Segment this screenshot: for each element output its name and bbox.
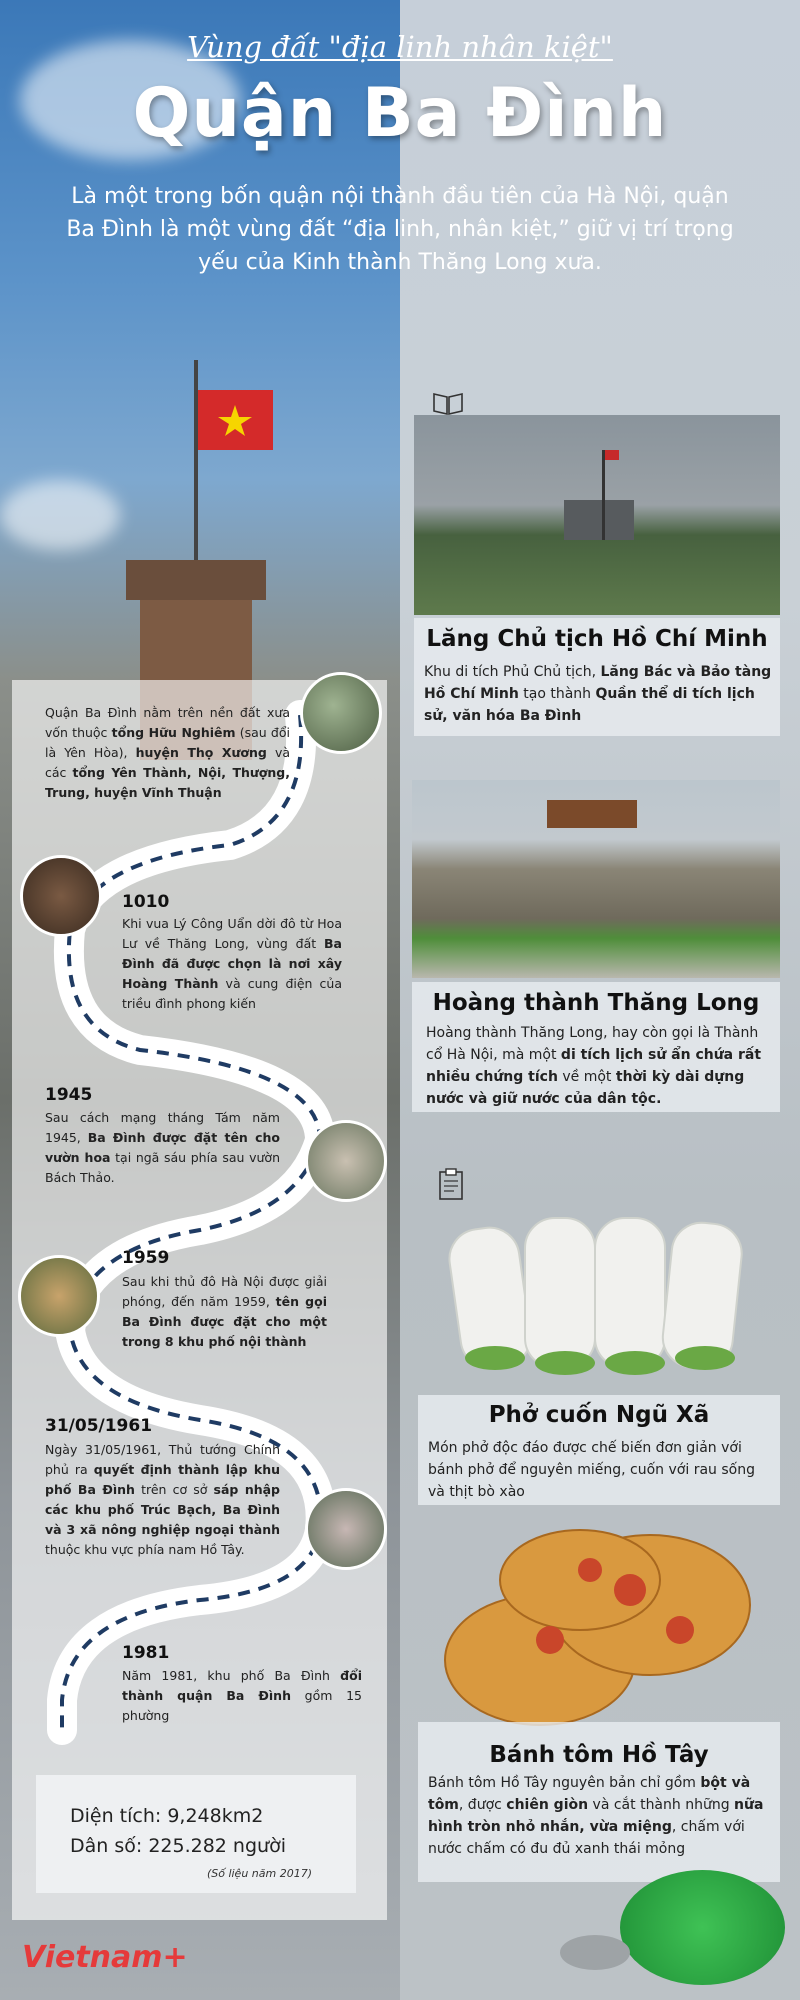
timeline-year: 1959 bbox=[122, 1248, 170, 1268]
timeline-year: 31/05/1961 bbox=[45, 1416, 153, 1436]
timeline-year: 1981 bbox=[122, 1643, 170, 1663]
header-intro: Là một trong bốn quận nội thành đầu tiên của Hà Nội, quận Ba Đình là một vùng đất “địa linh, nhân kiệt,” giữ vị trí trọng yếu của Kinh thành Thăng Long xưa. bbox=[66, 184, 734, 275]
temple-photo bbox=[18, 1255, 100, 1337]
herbs-decoration bbox=[620, 1870, 785, 1985]
timeline-text: Khi vua Lý Công Uẩn dời đô từ Hoa Lư về Thăng Long, vùng đất Ba Đình đã được chọn là nơi xây Hoàng Thành và cung điện của triều đình phong kiến bbox=[122, 916, 343, 1011]
header-kicker: Vùng đất "địa linh nhân kiệt" bbox=[187, 30, 613, 64]
stat-area: Diện tích: 9,248km2 bbox=[70, 1805, 264, 1827]
flag-tower-photo bbox=[20, 855, 102, 937]
street-photo bbox=[305, 1488, 387, 1570]
card-title: Hoàng thành Thăng Long bbox=[432, 990, 760, 1016]
sauce-decoration bbox=[560, 1935, 630, 1970]
card-text: Món phở độc đáo được chế biến đơn giản với bánh phở để nguyên miếng, cuốn với rau sống và thịt bò xào bbox=[428, 1440, 755, 1500]
stats-box bbox=[36, 1775, 356, 1893]
timeline-text: Ngày 31/05/1961, Thủ tướng Chính phủ ra quyết định thành lập khu phố Ba Đình trên cơ sở sáp nhập các khu phố Trúc Bạch, Ba Đình và 3 xã nông nghiệp ngoại thành thuộc khu vực phía nam Hồ Tây. bbox=[45, 1442, 281, 1557]
vietnamplus-logo: Vietnam+ bbox=[22, 1940, 188, 1975]
timeline-text: Sau cách mạng tháng Tám năm 1945, Ba Đình được đặt tên cho vườn hoa tại ngã sáu phía sau vườn Bách Thảo. bbox=[45, 1110, 280, 1185]
clipboard-icon bbox=[438, 1168, 464, 1200]
timeline-year: 1010 bbox=[122, 892, 170, 912]
page-title: Quận Ba Đình bbox=[132, 74, 668, 153]
card-text: Hoàng thành Thăng Long, hay còn gọi là Thành cổ Hà Nội, mà một di tích lịch sử ẩn chứa rất nhiều chứng tích về một thời kỳ dài dựng nước và giữ nước của dân tộc. bbox=[426, 1025, 762, 1107]
timeline-intro: Quận Ba Đình nằm trên nền đất xưa vốn thuộc tổng Hữu Nghiêm (sau đổi là Yên Hòa), huyện Thọ Xương và các tổng Yên Thành, Nội, Thượng, Trung, huyện Vĩnh Thuận bbox=[45, 705, 290, 800]
card-text: Khu di tích Phủ Chủ tịch, Lăng Bác và Bảo tàng Hồ Chí Minh tạo thành Quần thể di tích lịch sử, văn hóa Ba Đình bbox=[424, 664, 772, 724]
card-text: Bánh tôm Hồ Tây nguyên bản chỉ gồm bột và tôm, được chiên giòn và cắt thành những nữa hình tròn nhỏ nhắn, vừa miệng, chấm với nước chấm có đu đủ xanh thái mỏng bbox=[428, 1775, 764, 1857]
pho-cuon-photo bbox=[445, 1208, 765, 1388]
timeline-text: Sau khi thủ đô Hà Nội được giải phóng, đến năm 1959, tên gọi Ba Đình được đặt cho một trong 8 khu phố nội thành bbox=[122, 1274, 327, 1349]
imperial-citadel-photo bbox=[412, 780, 780, 978]
timeline-year: 1945 bbox=[45, 1085, 93, 1105]
one-pillar-pagoda-photo bbox=[300, 672, 382, 754]
stat-population: Dân số: 225.282 người bbox=[70, 1835, 286, 1857]
gate-photo bbox=[305, 1120, 387, 1202]
card-title: Phở cuốn Ngũ Xã bbox=[488, 1402, 710, 1428]
mausoleum-photo bbox=[414, 415, 780, 615]
banh-tom-photo bbox=[430, 1510, 775, 1740]
timeline-text: Năm 1981, khu phố Ba Đình đổi thành quận Ba Đình gồm 15 phường bbox=[122, 1668, 362, 1723]
card-title: Bánh tôm Hồ Tây bbox=[489, 1742, 709, 1768]
stats-source: (Số liệu năm 2017) bbox=[206, 1867, 312, 1880]
card-title: Lăng Chủ tịch Hồ Chí Minh bbox=[426, 626, 768, 652]
book-icon bbox=[432, 390, 464, 416]
